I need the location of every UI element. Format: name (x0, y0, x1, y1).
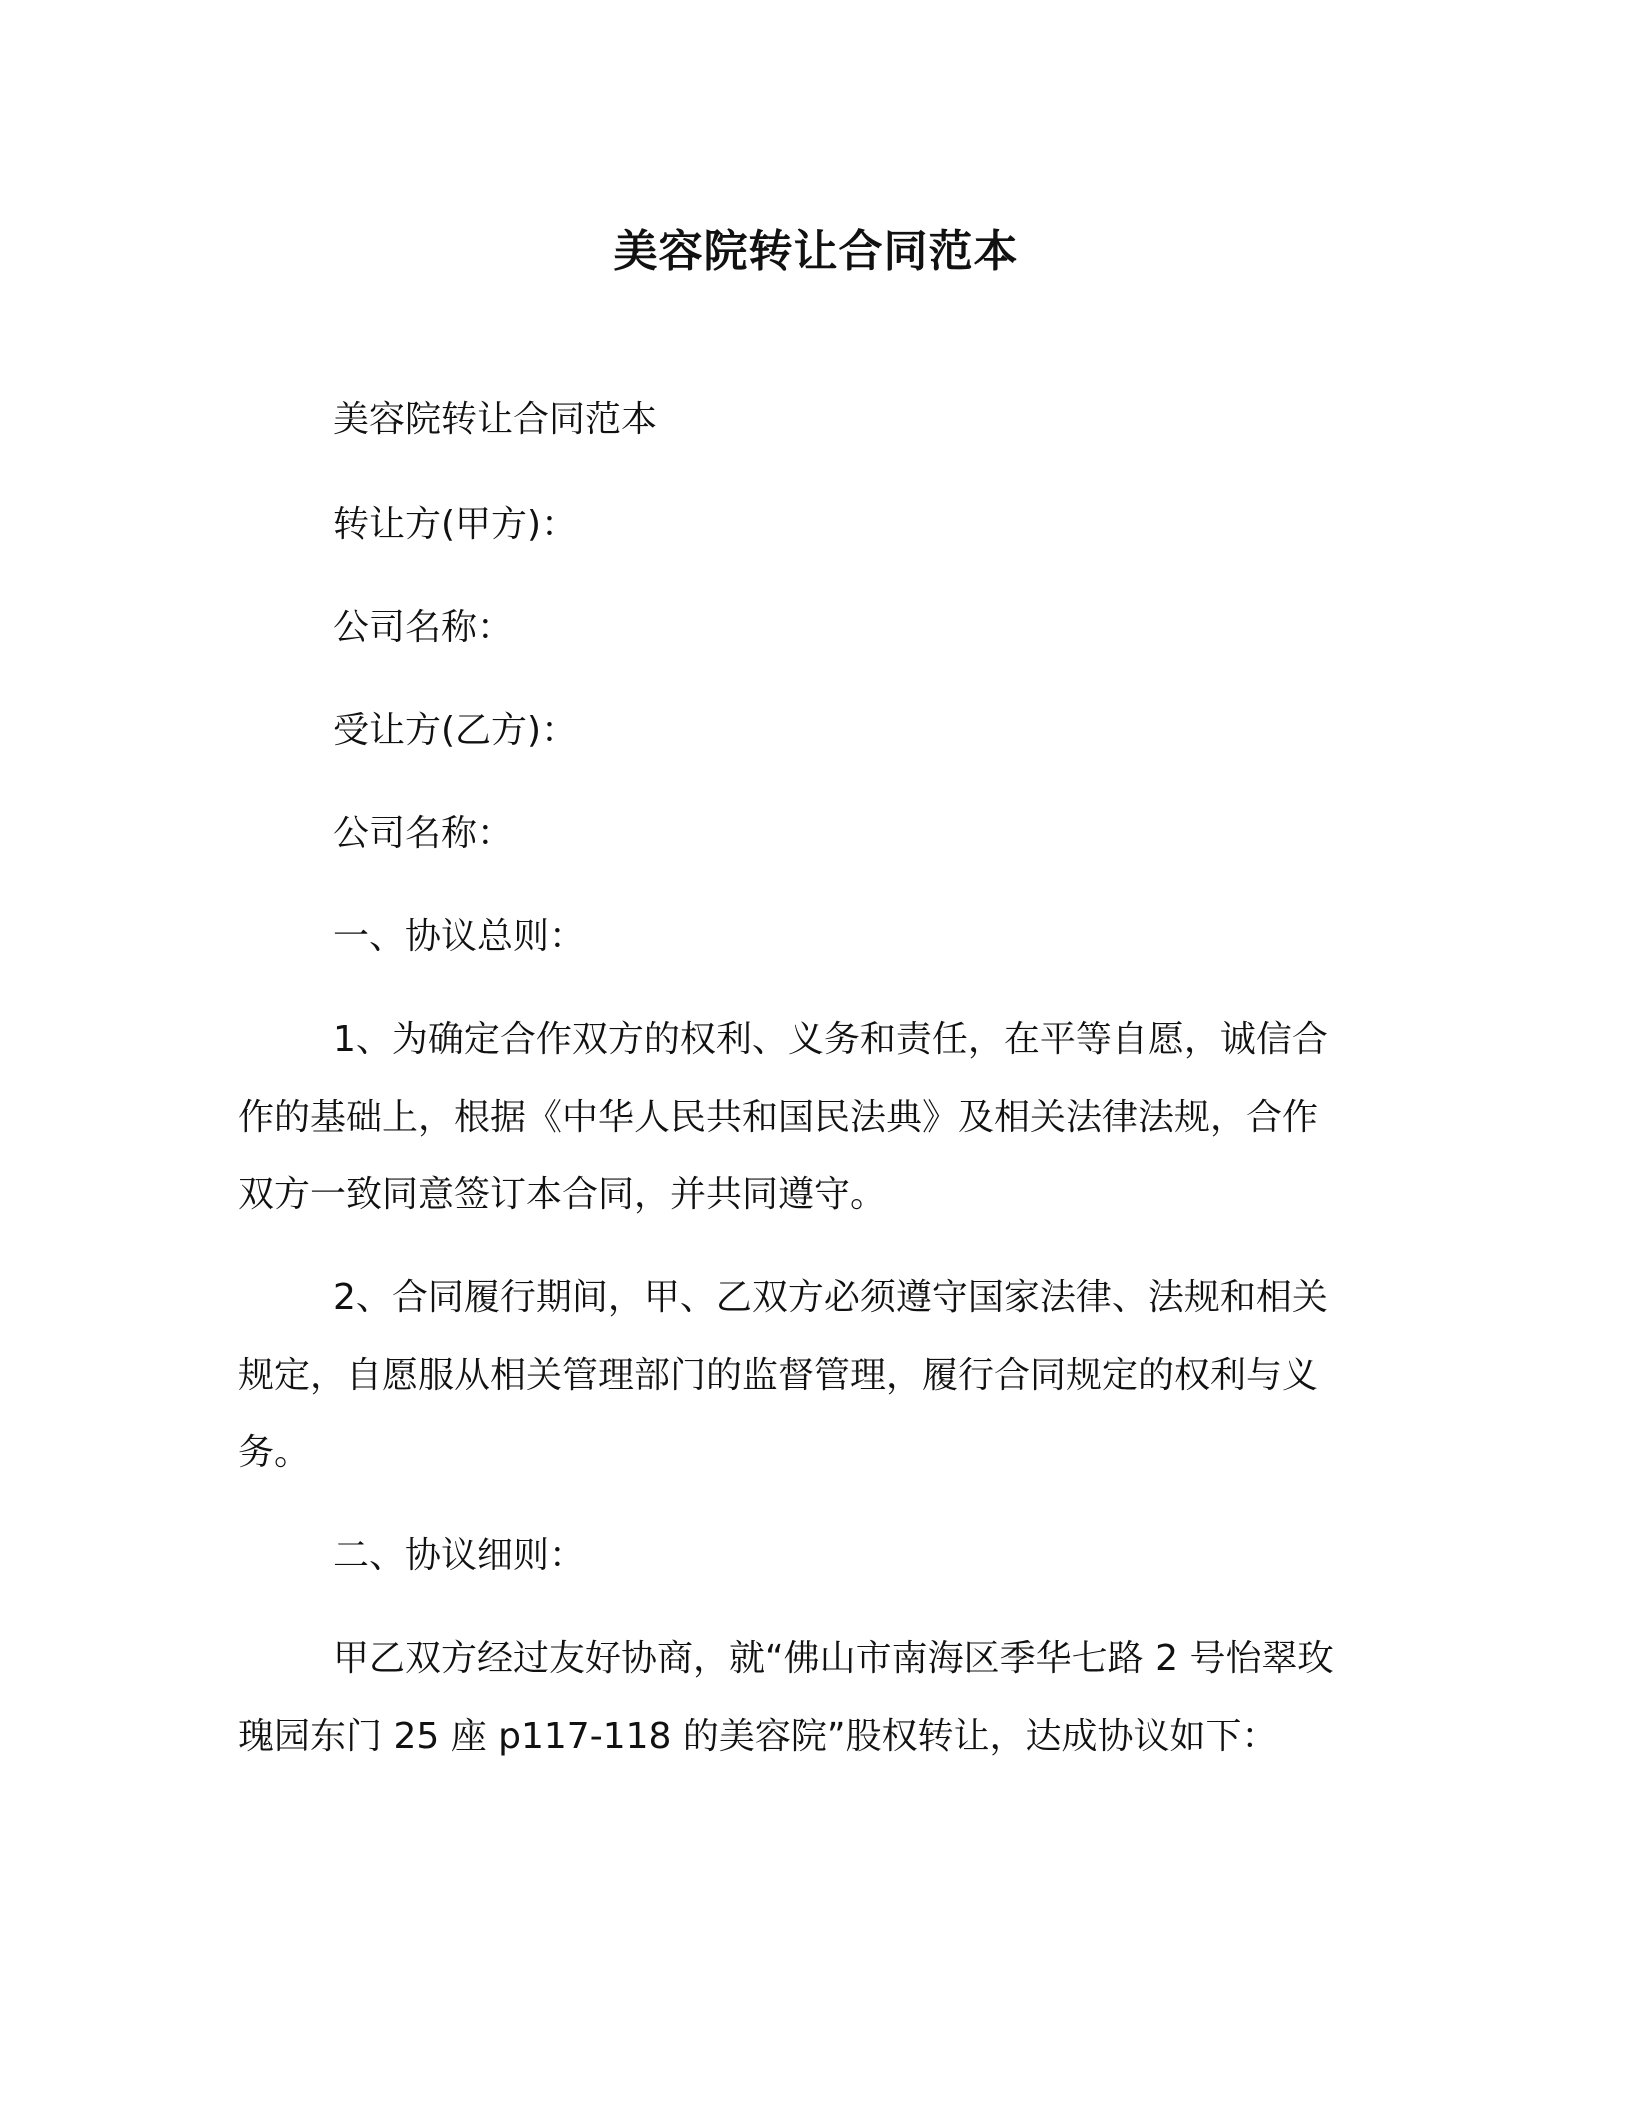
party-a-label: 转让方(甲方)： (333, 504, 578, 545)
section-2-heading: 二、协议细则： (333, 1535, 586, 1576)
clause-2-line: 2、合同履行期间，甲、乙双方必须遵守国家法律、法规和相关 (333, 1277, 1328, 1318)
document-subtitle: 美容院转让合同范本 (333, 399, 658, 440)
clause-1-line: 双方一致同意签订本合同，并共同遵守。 (238, 1174, 887, 1215)
detail-line: 甲乙双方经过友好协商，就“佛山市南海区季华七路 2 号怡翠玫 (333, 1638, 1334, 1679)
party-b-label: 受让方(乙方)： (333, 710, 578, 751)
clause-2-line: 规定，自愿服从相关管理部门的监督管理，履行合同规定的权利与义 (238, 1355, 1319, 1396)
section-1-heading: 一、协议总则： (333, 916, 586, 957)
party-b-company: 公司名称： (333, 813, 514, 854)
party-a-company: 公司名称： (333, 607, 514, 648)
clause-1-line: 1、为确定合作双方的权利、义务和责任，在平等自愿，诚信合 (333, 1019, 1328, 1060)
document-title: 美容院转让合同范本 (613, 226, 1019, 277)
detail-line: 瑰园东门 25 座 p117-118 的美容院”股权转让，达成协议如下： (238, 1716, 1278, 1757)
clause-1-line: 作的基础上，根据《中华人民共和国民法典》及相关法律法规，合作 (238, 1097, 1319, 1138)
clause-2-line: 务。 (238, 1432, 311, 1473)
